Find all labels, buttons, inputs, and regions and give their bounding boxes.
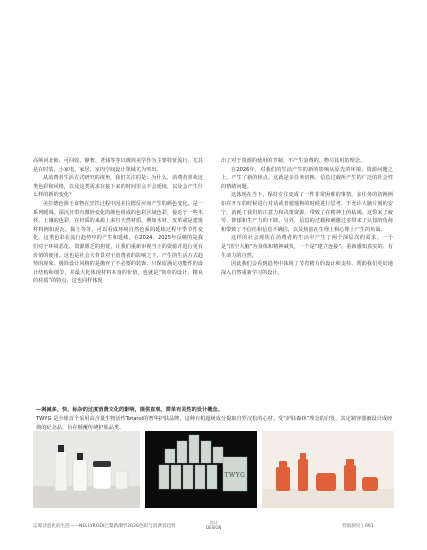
article-column-right (221, 157, 393, 277)
caption-body: TWYG 是全球首个采用高含量生物活性Totarol的奢华护肤品牌，这种有机超级成分提取自罗汉松的心材。受“护肤森林”理念的启发，其定制容器被设计成经典的纪念品，旨在颠覆传统护肤品类。 (36, 416, 393, 431)
paragraph: 在2026年，对我们的生活产生的新的影响从原先的环境、资源问题之上，产生了新的焦点。这就是多任务切换、信息过载所产生的广泛的社会性的情绪问题。 (221, 166, 393, 190)
paragraph: 出了对于资源的使用的节制、不产生浪费的、物尽其用的理念。 (221, 158, 366, 164)
paragraph: 这样的社会现状在消费者的生活中产生了两个深层次的需求。一个是“清空大脑”为身体和精神减负，一个是“建立连接”，重新感知真实的、有生命力的自然。 (221, 235, 393, 259)
footer-section-en: DESIGN (206, 525, 222, 530)
footer-page-number: 营销洞见 | 091 (342, 524, 374, 529)
image-caption (36, 406, 394, 433)
paragraph: 美拉德色源于食物在烹饪过程中因美拉德反应而产生的颜色变化。是一系列暖调、深沉且带有微妙变化的颜色组成的色彩区域色彩，接近于一些木材、土壤的色彩，在材质的来源上来自天然材质，例如木材、皮革或是建筑材料例如泥瓦、黏土等等，可以看成环境自然色系的延续过程中季节性变化。这类色彩在流行趋势中的产生和延续，在2024、2025年反映的是我们对于环境恶化、资源匮乏的担忧，让我们重新审视当下的资源并进行更有价值的使用。这也是社会大背景对于消费者的影响之下，产生的生活方式趋势的现象。极简设计风格的是抛弃了不必要的装饰，只保留满足功能性的设计结构和细节，并最大化体现材料本身的价值，也就是“简单的设计，精良的材质”的特点，这也同样体现 (33, 200, 203, 285)
orange-containers-photo (262, 431, 394, 508)
paragraph: 从消费者生活方式研究的视角，我们关注的是：为什么，消费者喜欢这类色彩和风格，以及这类需求在接下来的时间里会不会延续，以及会产生什么样的新的变化？ (33, 175, 203, 199)
paragraph: 高频词北欧、可回收、静奢、老钱等等以极简美学作为主要特征流行，尤其是在时装、小家电、家居、室内空间设计领域尤为突出。 (33, 158, 203, 173)
paragraph: 因此我们会看到趋势中体现了节省精力的设计和支持、帮助我们更好地深入自然重新学习的设计。 (221, 261, 393, 276)
paragraph: 这体现在当下，保持专注变成了一件非常困难的事情。多任务的切换例如在开车的时候进行对话或者遛遛狗的时候进行思考。不允许大脑片刻的安宁，消耗了我们的注意力和决策资源，带致了在精神上的枯竭，这带来了疲劳、抑郁和生产力的下降。另外，信息的过载和刺激过多带来了认知的负荷和带致了不信任和信息不确信，以及焦虑在生理上和心理上产生的负面。 (221, 192, 393, 233)
article-column-left (33, 157, 203, 286)
twyg-boxes-photo (145, 431, 257, 508)
brand-label: TWYG (224, 472, 246, 479)
footer-section (206, 520, 221, 530)
footer-section-cn: 设计 (209, 520, 218, 525)
caption-lead: —剥减多、快、标杂的过度消费文化的影响，提供直观、简单有灵性的设计概念。 (36, 407, 223, 413)
footer-source: 运筹诗意化的生活——NELLYRODI巴黎新潮学2026色彩与消费者趋势 (33, 524, 176, 529)
product-bottles-photo (33, 431, 140, 508)
